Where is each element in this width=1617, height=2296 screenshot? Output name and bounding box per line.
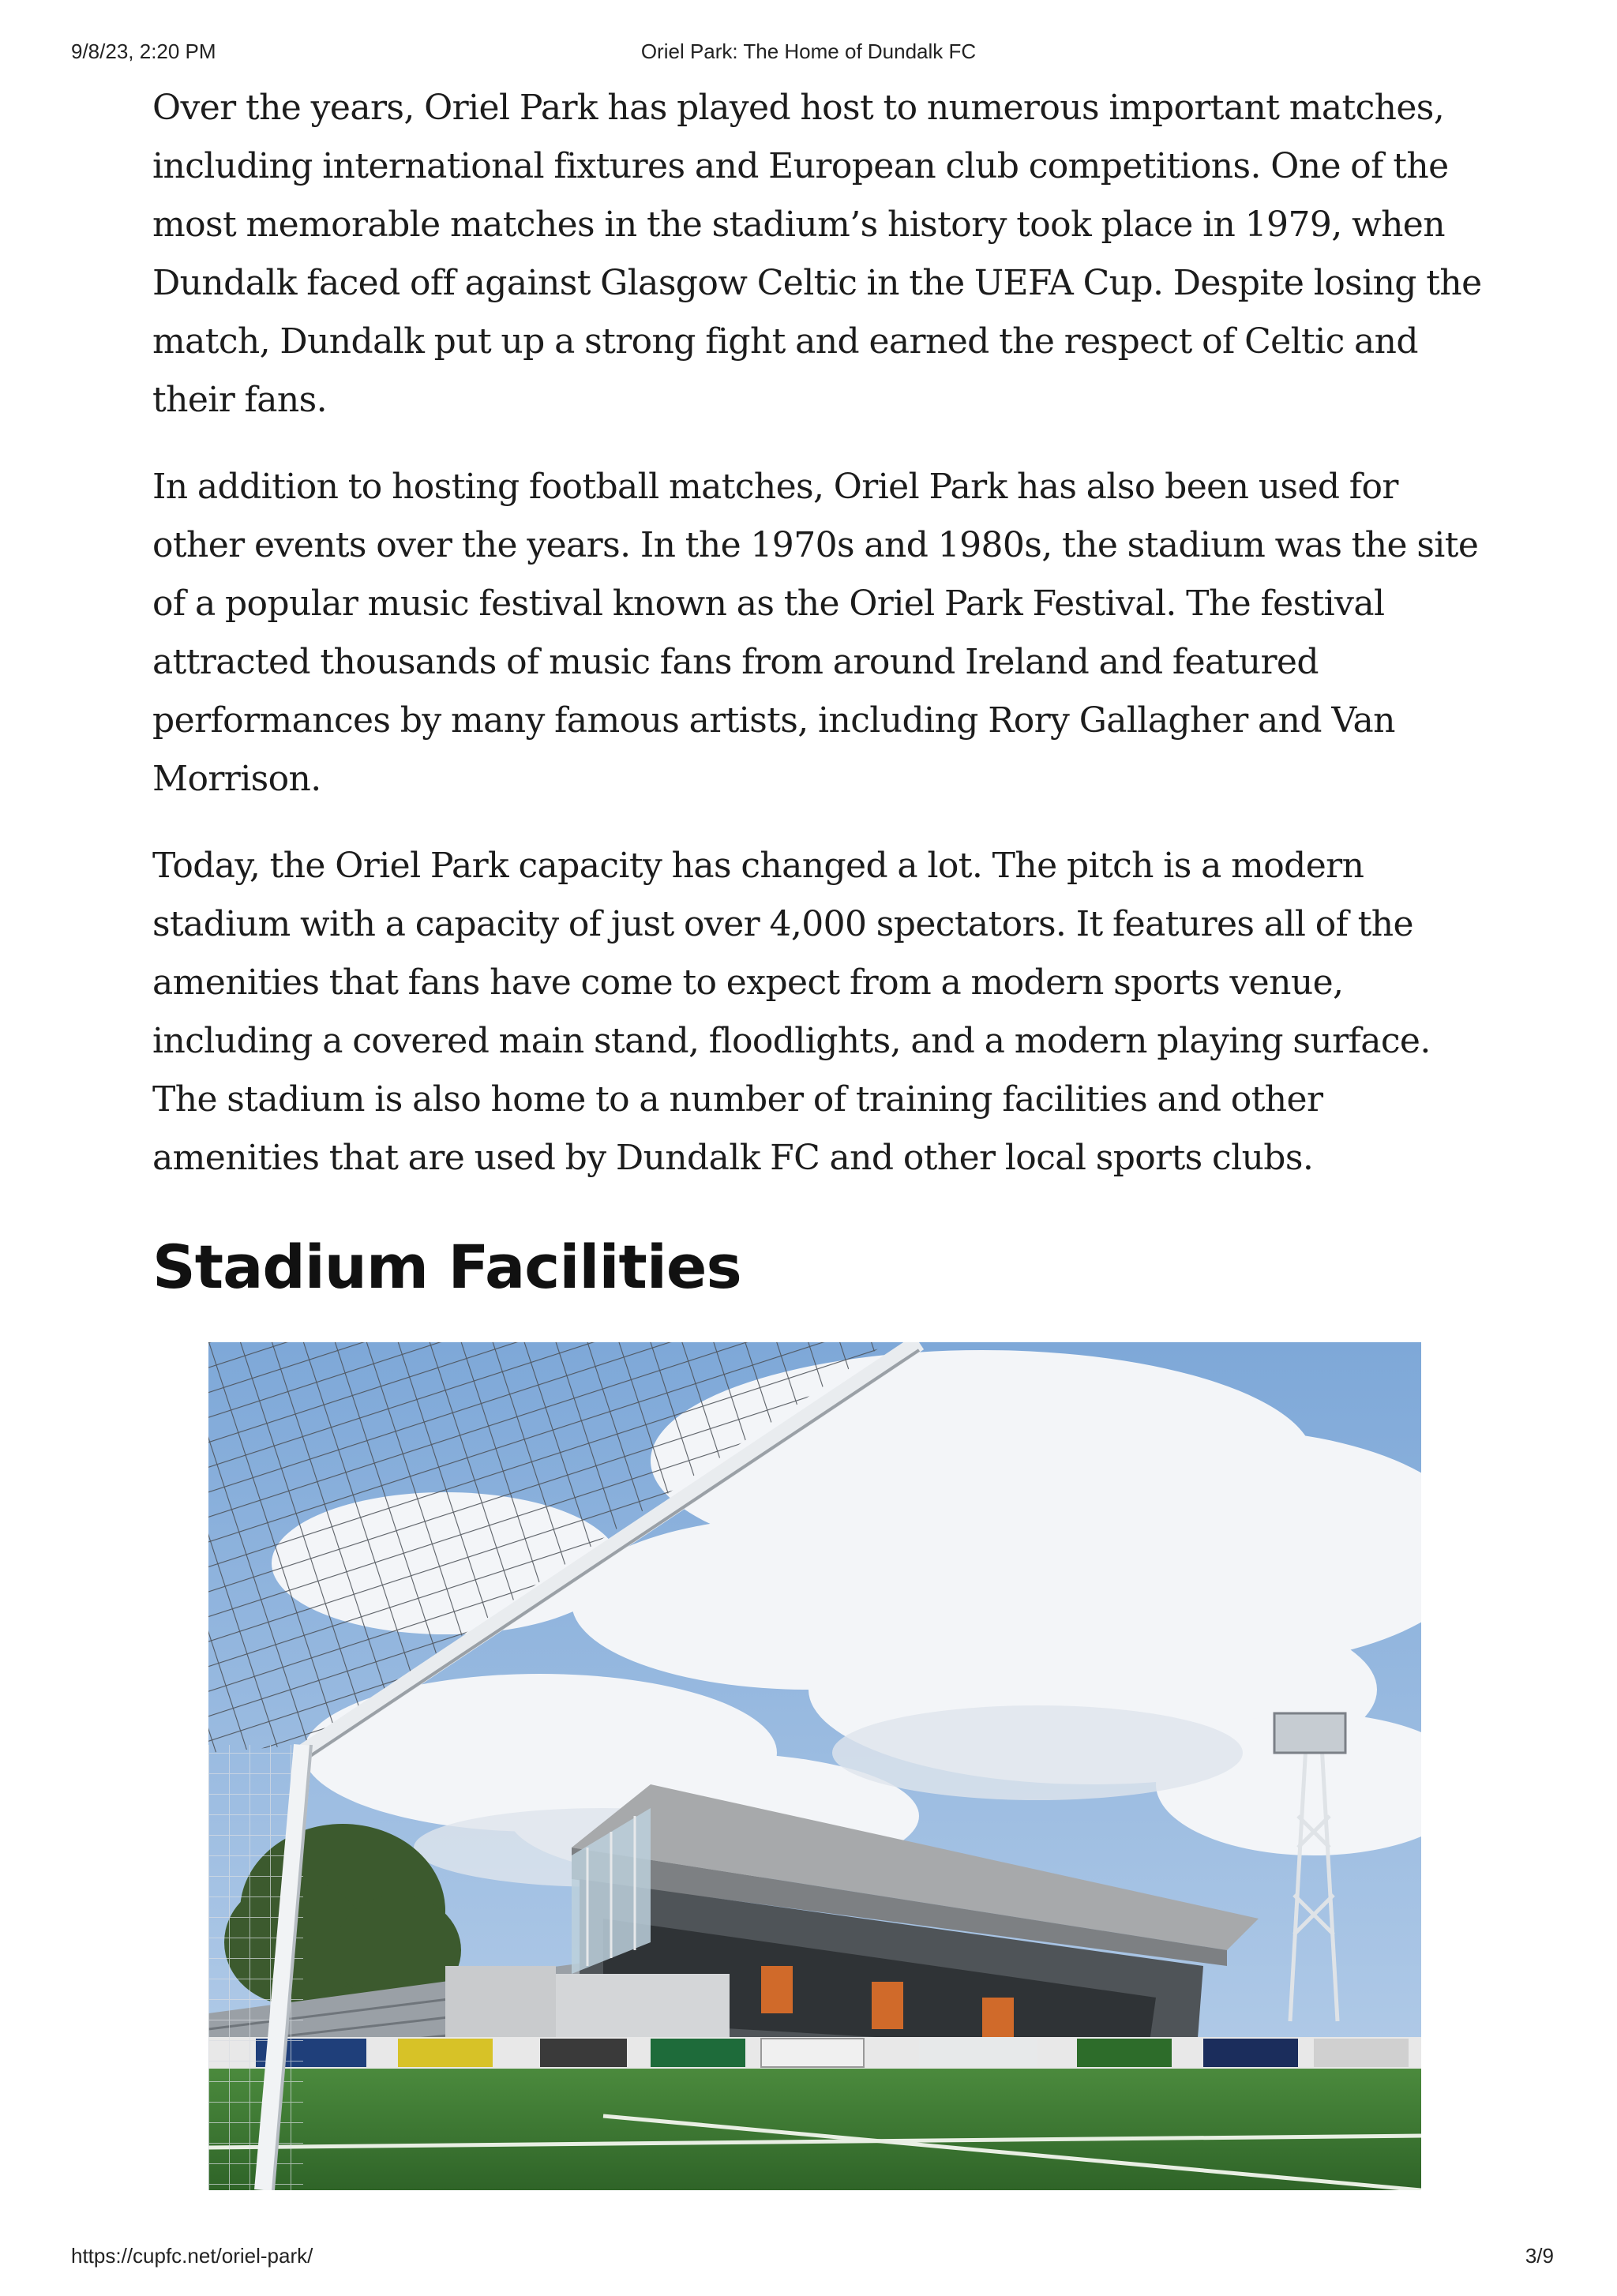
article-paragraph: In addition to hosting football matches, Oriel Park has also been used for other events over the years. In the 1970s and 1980s, the stadium was the site of a popular music festival known as the Oriel Park Festival. The festival attracted thousands of music fans from around Ireland and featured performances by many famous artists, including Rory Gallagher and Van Morrison. [152,467,1479,799]
print-page-number: 3/9 [1525,2244,1554,2268]
section-heading: Stadium Facilities [152,1232,741,1302]
article-paragraph: Over the years, Oriel Park has played host to numerous important matches, including international fixtures and European club competitions. One of the most memorable matches in the stadium’s history took place in 1979, when Dundalk faced off against Glasgow Celtic in the UEFA Cup. Despite losing the match, Dundalk put up a strong fight and earned the respect of Celtic and their fans. [152,88,1482,420]
print-footer [0,2244,1617,2296]
stadium-photo [208,1342,1421,2190]
print-datetime: 9/8/23, 2:20 PM [71,39,216,63]
article-body [152,79,1495,1216]
print-url: https://cupfc.net/oriel-park/ [71,2244,313,2268]
print-page-title: Oriel Park: The Home of Dundalk FC [640,39,977,63]
stadium-photo-illustration [208,1342,1421,2190]
article-paragraph: Today, the Oriel Park capacity has changed a lot. The pitch is a modern stadium with a capacity of just over 4,000 spectators. It features all of the amenities that fans have come to expect from a modern sports venue, including a covered main stand, floodlights, and a modern playing surface. The stadium is also home to a number of training facilities and other amenities that are used by Dundalk FC and other local sports clubs. [152,846,1431,1178]
advertising-boards [208,2037,1421,2069]
print-header [0,39,1617,68]
